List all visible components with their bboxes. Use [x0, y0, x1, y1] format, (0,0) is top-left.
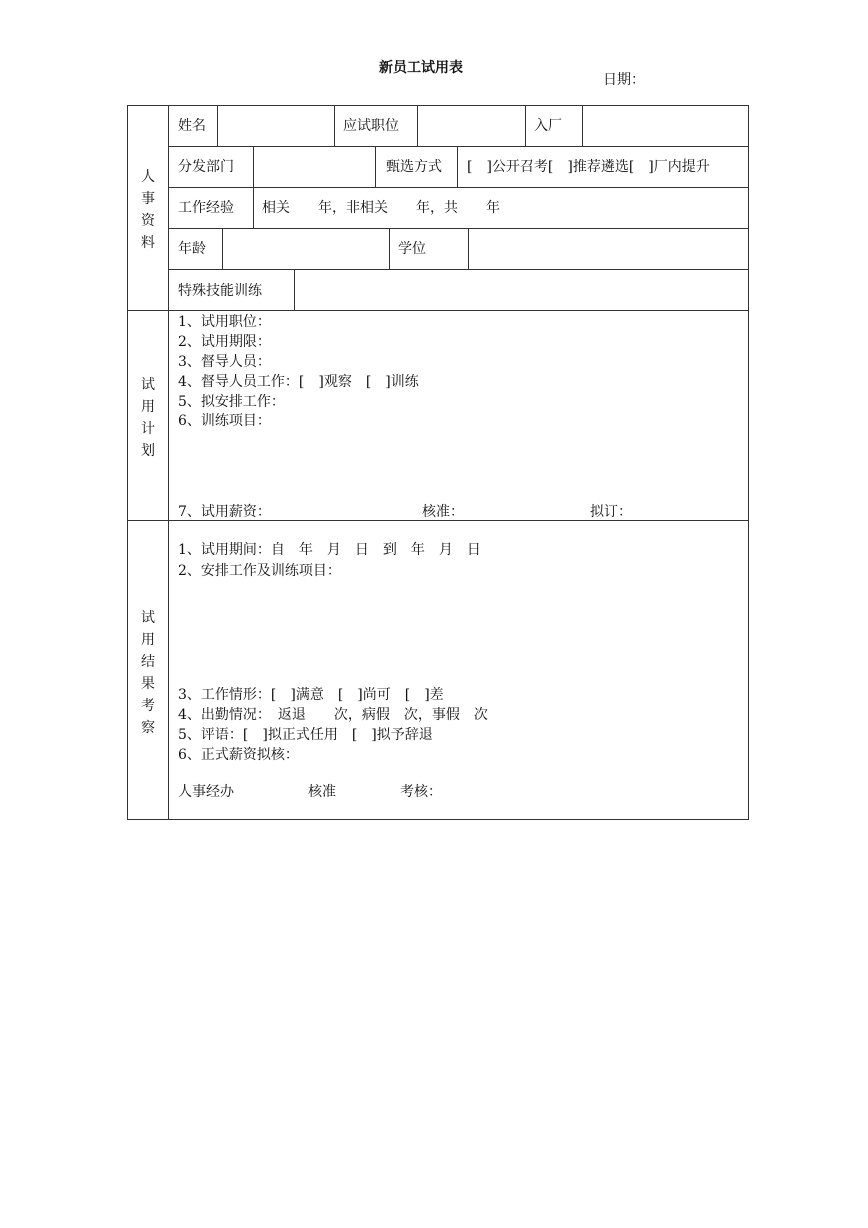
table-divider: [222, 228, 223, 269]
skill-field[interactable]: [297, 272, 745, 307]
table-divider: [334, 105, 335, 146]
experience-label: 工作经验: [178, 200, 234, 216]
table-divider: [253, 146, 254, 187]
experience-text[interactable]: 相关 年，非相关 年，共 年: [262, 200, 500, 216]
table-divider: [417, 105, 418, 146]
result-approve-label: 核准: [308, 784, 336, 800]
table-divider: [217, 105, 218, 146]
name-label: 姓名: [178, 118, 206, 134]
plan-item: 6、训练项目：: [178, 413, 271, 429]
table-divider: [168, 105, 169, 820]
table-divider: [294, 269, 295, 310]
method-label: 甄选方式: [386, 159, 442, 175]
table-divider: [253, 187, 254, 228]
plan-item: 1、试用职位：: [178, 314, 271, 330]
result-period: 1、试用期间：自 年 月 日 到 年 月 日: [178, 542, 481, 558]
table-divider: [127, 520, 749, 521]
dept-field[interactable]: [256, 149, 371, 184]
table-divider: [457, 146, 458, 187]
age-label: 年龄: [178, 241, 206, 257]
assess-label: 考核：: [400, 784, 442, 800]
table-divider: [582, 105, 583, 146]
section-label-hr: 人 事 资 料: [141, 169, 155, 251]
plan-item: 2、试用期限：: [178, 334, 271, 350]
plan-item: 5、拟安排工作：: [178, 394, 285, 410]
table-divider: [375, 146, 376, 187]
date-label: 日期：: [603, 72, 645, 88]
result-arrange: 2、安排工作及训练项目：: [178, 563, 341, 579]
table-divider: [127, 310, 749, 311]
join-field[interactable]: [585, 108, 745, 143]
table-divider: [168, 269, 749, 270]
plan-approve-label: 核准：: [422, 504, 464, 520]
table-divider: [168, 228, 749, 229]
join-label: 入厂: [534, 118, 562, 134]
table-divider: [389, 228, 390, 269]
section-label-plan: 试 用 计 划: [141, 377, 155, 459]
result-item: 4、出勤情况： 返退 次，病假 次，事假 次: [178, 707, 488, 723]
table-divider: [525, 105, 526, 146]
plan-item: 3、督导人员：: [178, 354, 271, 370]
age-field[interactable]: [225, 231, 385, 266]
degree-field[interactable]: [471, 231, 745, 266]
form-title: 新员工试用表: [379, 60, 463, 76]
plan-draft-label: 拟订：: [590, 504, 632, 520]
position-field[interactable]: [420, 108, 520, 143]
dept-label: 分发部门: [178, 159, 234, 175]
plan-salary-label: 7、试用薪资：: [178, 504, 271, 520]
result-item[interactable]: 3、工作情形：[ ]满意 [ ]尚可 [ ]差: [178, 687, 444, 703]
table-divider: [168, 146, 749, 147]
table-divider: [168, 187, 749, 188]
section-label-result: 试 用 结 果 考 察: [141, 610, 155, 736]
result-item: 6、正式薪资拟核：: [178, 747, 299, 763]
name-field[interactable]: [220, 108, 330, 143]
skill-label: 特殊技能训练: [178, 283, 262, 299]
plan-item[interactable]: 4、督导人员工作：[ ]观察 [ ]训练: [178, 374, 419, 390]
method-options[interactable]: [ ]公开召考[ ]推荐遴选[ ]厂内提升: [467, 159, 710, 175]
result-item[interactable]: 5、评语：[ ]拟正式任用 [ ]拟予辞退: [178, 727, 433, 743]
degree-label: 学位: [398, 241, 426, 257]
position-label: 应试职位: [343, 118, 399, 134]
table-divider: [468, 228, 469, 269]
hr-handler-label: 人事经办: [178, 784, 234, 800]
